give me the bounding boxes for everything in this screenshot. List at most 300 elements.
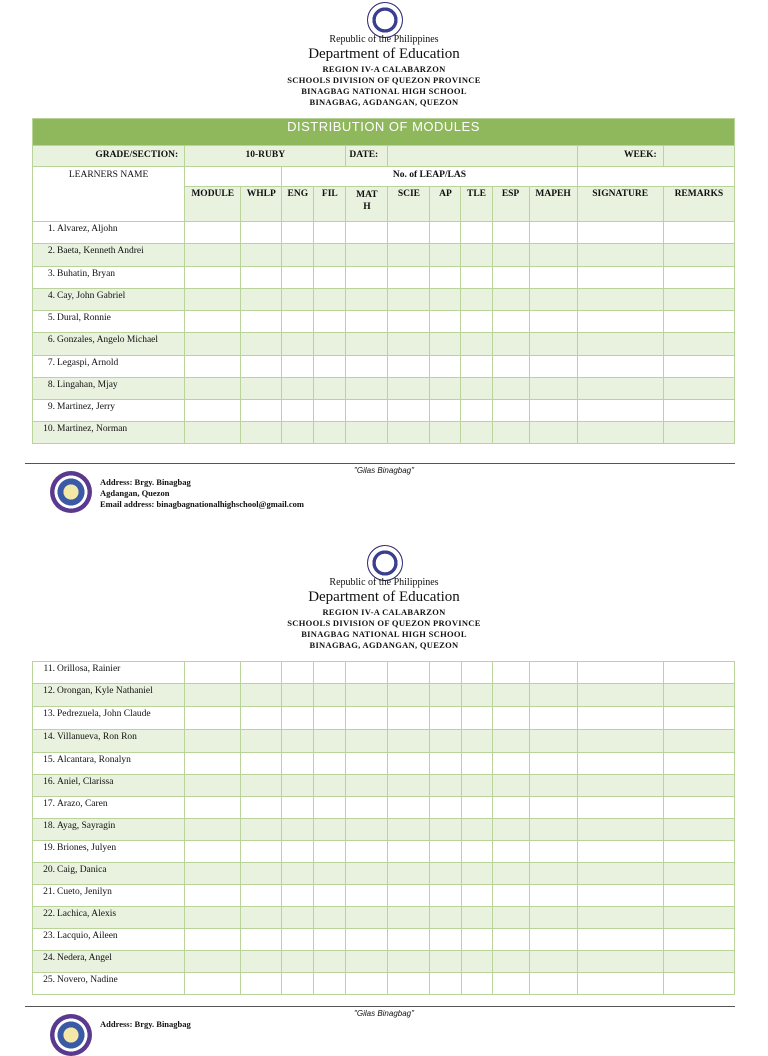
entry-cell[interactable] [430, 267, 461, 289]
entry-cell[interactable] [314, 907, 346, 929]
entry-cell[interactable] [282, 707, 314, 730]
entry-cell[interactable] [492, 907, 529, 929]
entry-cell[interactable] [430, 400, 461, 422]
entry-cell[interactable] [282, 863, 314, 885]
entry-cell[interactable] [529, 907, 577, 929]
entry-cell[interactable] [282, 356, 314, 378]
entry-cell[interactable] [461, 841, 492, 863]
entry-cell[interactable] [314, 422, 346, 444]
entry-cell[interactable] [282, 973, 314, 995]
entry-cell[interactable] [241, 885, 282, 907]
entry-cell[interactable] [461, 885, 492, 907]
entry-cell[interactable] [663, 951, 734, 973]
entry-cell[interactable] [461, 929, 492, 951]
entry-cell[interactable] [577, 289, 663, 311]
entry-cell[interactable] [529, 730, 577, 753]
entry-cell[interactable] [492, 730, 529, 753]
entry-cell[interactable] [346, 311, 388, 333]
entry-cell[interactable] [346, 333, 388, 356]
entry-cell[interactable] [430, 797, 461, 819]
entry-cell[interactable] [241, 422, 282, 444]
entry-cell[interactable] [663, 973, 734, 995]
entry-cell[interactable] [577, 730, 663, 753]
entry-cell[interactable] [529, 244, 577, 267]
entry-cell[interactable] [430, 662, 461, 684]
entry-cell[interactable] [492, 378, 529, 400]
entry-cell[interactable] [529, 684, 577, 707]
entry-cell[interactable] [492, 356, 529, 378]
entry-cell[interactable] [241, 400, 282, 422]
entry-cell[interactable] [314, 289, 346, 311]
entry-cell[interactable] [529, 222, 577, 244]
entry-cell[interactable] [388, 863, 430, 885]
entry-cell[interactable] [314, 730, 346, 753]
entry-cell[interactable] [492, 929, 529, 951]
entry-cell[interactable] [461, 222, 492, 244]
entry-cell[interactable] [185, 819, 241, 841]
entry-cell[interactable] [241, 929, 282, 951]
entry-cell[interactable] [577, 951, 663, 973]
entry-cell[interactable] [492, 707, 529, 730]
entry-cell[interactable] [314, 333, 346, 356]
entry-cell[interactable] [185, 775, 241, 797]
entry-cell[interactable] [241, 684, 282, 707]
entry-cell[interactable] [663, 422, 734, 444]
entry-cell[interactable] [185, 356, 241, 378]
entry-cell[interactable] [492, 973, 529, 995]
entry-cell[interactable] [346, 753, 388, 775]
entry-cell[interactable] [388, 907, 430, 929]
entry-cell[interactable] [185, 707, 241, 730]
entry-cell[interactable] [314, 797, 346, 819]
entry-cell[interactable] [529, 267, 577, 289]
entry-cell[interactable] [282, 841, 314, 863]
entry-cell[interactable] [461, 775, 492, 797]
entry-cell[interactable] [314, 662, 346, 684]
entry-cell[interactable] [663, 378, 734, 400]
entry-cell[interactable] [529, 929, 577, 951]
entry-cell[interactable] [529, 863, 577, 885]
entry-cell[interactable] [185, 863, 241, 885]
entry-cell[interactable] [529, 422, 577, 444]
entry-cell[interactable] [461, 907, 492, 929]
entry-cell[interactable] [314, 863, 346, 885]
entry-cell[interactable] [346, 662, 388, 684]
entry-cell[interactable] [346, 244, 388, 267]
entry-cell[interactable] [529, 753, 577, 775]
entry-cell[interactable] [185, 730, 241, 753]
entry-cell[interactable] [461, 951, 492, 973]
entry-cell[interactable] [241, 775, 282, 797]
entry-cell[interactable] [529, 885, 577, 907]
entry-cell[interactable] [663, 797, 734, 819]
entry-cell[interactable] [185, 951, 241, 973]
entry-cell[interactable] [577, 356, 663, 378]
entry-cell[interactable] [388, 400, 430, 422]
entry-cell[interactable] [185, 929, 241, 951]
entry-cell[interactable] [185, 333, 241, 356]
entry-cell[interactable] [663, 267, 734, 289]
entry-cell[interactable] [492, 422, 529, 444]
entry-cell[interactable] [241, 267, 282, 289]
entry-cell[interactable] [430, 311, 461, 333]
entry-cell[interactable] [492, 841, 529, 863]
entry-cell[interactable] [461, 311, 492, 333]
entry-cell[interactable] [185, 662, 241, 684]
entry-cell[interactable] [430, 684, 461, 707]
entry-cell[interactable] [282, 684, 314, 707]
entry-cell[interactable] [663, 222, 734, 244]
entry-cell[interactable] [663, 929, 734, 951]
entry-cell[interactable] [492, 753, 529, 775]
entry-cell[interactable] [663, 289, 734, 311]
entry-cell[interactable] [461, 378, 492, 400]
entry-cell[interactable] [663, 356, 734, 378]
entry-cell[interactable] [577, 885, 663, 907]
entry-cell[interactable] [577, 422, 663, 444]
entry-cell[interactable] [461, 267, 492, 289]
entry-cell[interactable] [388, 684, 430, 707]
entry-cell[interactable] [346, 775, 388, 797]
entry-cell[interactable] [430, 730, 461, 753]
entry-cell[interactable] [314, 356, 346, 378]
entry-cell[interactable] [492, 863, 529, 885]
entry-cell[interactable] [314, 400, 346, 422]
entry-cell[interactable] [529, 333, 577, 356]
entry-cell[interactable] [282, 907, 314, 929]
entry-cell[interactable] [241, 289, 282, 311]
entry-cell[interactable] [577, 267, 663, 289]
entry-cell[interactable] [282, 662, 314, 684]
entry-cell[interactable] [577, 311, 663, 333]
entry-cell[interactable] [185, 753, 241, 775]
entry-cell[interactable] [529, 707, 577, 730]
entry-cell[interactable] [185, 885, 241, 907]
entry-cell[interactable] [241, 863, 282, 885]
entry-cell[interactable] [577, 863, 663, 885]
entry-cell[interactable] [461, 819, 492, 841]
entry-cell[interactable] [185, 684, 241, 707]
entry-cell[interactable] [388, 753, 430, 775]
entry-cell[interactable] [577, 378, 663, 400]
entry-cell[interactable] [314, 951, 346, 973]
entry-cell[interactable] [529, 841, 577, 863]
entry-cell[interactable] [663, 684, 734, 707]
entry-cell[interactable] [282, 289, 314, 311]
entry-cell[interactable] [388, 289, 430, 311]
entry-cell[interactable] [241, 841, 282, 863]
entry-cell[interactable] [461, 244, 492, 267]
entry-cell[interactable] [185, 267, 241, 289]
entry-cell[interactable] [461, 333, 492, 356]
entry-cell[interactable] [346, 730, 388, 753]
entry-cell[interactable] [314, 311, 346, 333]
entry-cell[interactable] [529, 775, 577, 797]
entry-cell[interactable] [185, 289, 241, 311]
entry-cell[interactable] [461, 662, 492, 684]
entry-cell[interactable] [388, 775, 430, 797]
entry-cell[interactable] [346, 422, 388, 444]
entry-cell[interactable] [388, 797, 430, 819]
entry-cell[interactable] [430, 707, 461, 730]
entry-cell[interactable] [282, 753, 314, 775]
entry-cell[interactable] [314, 684, 346, 707]
entry-cell[interactable] [663, 730, 734, 753]
entry-cell[interactable] [388, 929, 430, 951]
entry-cell[interactable] [185, 311, 241, 333]
entry-cell[interactable] [529, 797, 577, 819]
entry-cell[interactable] [663, 885, 734, 907]
entry-cell[interactable] [185, 222, 241, 244]
entry-cell[interactable] [346, 863, 388, 885]
entry-cell[interactable] [185, 378, 241, 400]
entry-cell[interactable] [430, 907, 461, 929]
entry-cell[interactable] [663, 819, 734, 841]
entry-cell[interactable] [663, 662, 734, 684]
entry-cell[interactable] [346, 797, 388, 819]
entry-cell[interactable] [282, 267, 314, 289]
entry-cell[interactable] [346, 289, 388, 311]
entry-cell[interactable] [663, 907, 734, 929]
entry-cell[interactable] [388, 885, 430, 907]
entry-cell[interactable] [461, 289, 492, 311]
entry-cell[interactable] [492, 684, 529, 707]
entry-cell[interactable] [241, 951, 282, 973]
entry-cell[interactable] [282, 797, 314, 819]
entry-cell[interactable] [314, 841, 346, 863]
entry-cell[interactable] [430, 885, 461, 907]
entry-cell[interactable] [388, 662, 430, 684]
entry-cell[interactable] [314, 885, 346, 907]
entry-cell[interactable] [663, 863, 734, 885]
entry-cell[interactable] [461, 400, 492, 422]
entry-cell[interactable] [346, 907, 388, 929]
entry-cell[interactable] [241, 907, 282, 929]
entry-cell[interactable] [577, 775, 663, 797]
entry-cell[interactable] [577, 662, 663, 684]
entry-cell[interactable] [282, 400, 314, 422]
entry-cell[interactable] [388, 422, 430, 444]
entry-cell[interactable] [492, 775, 529, 797]
entry-cell[interactable] [241, 707, 282, 730]
entry-cell[interactable] [282, 378, 314, 400]
entry-cell[interactable] [314, 378, 346, 400]
entry-cell[interactable] [346, 951, 388, 973]
entry-cell[interactable] [241, 311, 282, 333]
entry-cell[interactable] [430, 222, 461, 244]
entry-cell[interactable] [492, 333, 529, 356]
entry-cell[interactable] [577, 973, 663, 995]
entry-cell[interactable] [461, 422, 492, 444]
entry-cell[interactable] [430, 356, 461, 378]
entry-cell[interactable] [346, 267, 388, 289]
entry-cell[interactable] [282, 333, 314, 356]
entry-cell[interactable] [430, 841, 461, 863]
entry-cell[interactable] [185, 244, 241, 267]
entry-cell[interactable] [185, 400, 241, 422]
entry-cell[interactable] [314, 753, 346, 775]
entry-cell[interactable] [314, 267, 346, 289]
entry-cell[interactable] [461, 797, 492, 819]
entry-cell[interactable] [346, 841, 388, 863]
entry-cell[interactable] [282, 885, 314, 907]
entry-cell[interactable] [430, 775, 461, 797]
entry-cell[interactable] [314, 973, 346, 995]
entry-cell[interactable] [577, 841, 663, 863]
entry-cell[interactable] [663, 311, 734, 333]
entry-cell[interactable] [529, 311, 577, 333]
entry-cell[interactable] [388, 244, 430, 267]
entry-cell[interactable] [388, 378, 430, 400]
entry-cell[interactable] [241, 662, 282, 684]
entry-cell[interactable] [346, 929, 388, 951]
entry-cell[interactable] [492, 885, 529, 907]
entry-cell[interactable] [461, 753, 492, 775]
entry-cell[interactable] [388, 311, 430, 333]
entry-cell[interactable] [185, 422, 241, 444]
entry-cell[interactable] [529, 356, 577, 378]
entry-cell[interactable] [529, 378, 577, 400]
entry-cell[interactable] [388, 707, 430, 730]
entry-cell[interactable] [346, 400, 388, 422]
entry-cell[interactable] [346, 973, 388, 995]
entry-cell[interactable] [663, 753, 734, 775]
entry-cell[interactable] [388, 973, 430, 995]
entry-cell[interactable] [577, 907, 663, 929]
entry-cell[interactable] [492, 951, 529, 973]
entry-cell[interactable] [346, 684, 388, 707]
entry-cell[interactable] [185, 973, 241, 995]
entry-cell[interactable] [346, 819, 388, 841]
entry-cell[interactable] [663, 775, 734, 797]
entry-cell[interactable] [577, 753, 663, 775]
date-value[interactable] [388, 146, 577, 167]
entry-cell[interactable] [346, 378, 388, 400]
entry-cell[interactable] [388, 356, 430, 378]
entry-cell[interactable] [388, 333, 430, 356]
entry-cell[interactable] [663, 707, 734, 730]
entry-cell[interactable] [282, 222, 314, 244]
entry-cell[interactable] [314, 929, 346, 951]
week-value[interactable] [663, 146, 734, 167]
entry-cell[interactable] [461, 684, 492, 707]
entry-cell[interactable] [282, 775, 314, 797]
entry-cell[interactable] [388, 267, 430, 289]
entry-cell[interactable] [346, 707, 388, 730]
entry-cell[interactable] [663, 841, 734, 863]
entry-cell[interactable] [430, 378, 461, 400]
entry-cell[interactable] [430, 289, 461, 311]
grade-section-value[interactable]: 10-RUBY [185, 146, 346, 167]
entry-cell[interactable] [492, 797, 529, 819]
entry-cell[interactable] [529, 289, 577, 311]
entry-cell[interactable] [388, 730, 430, 753]
entry-cell[interactable] [282, 244, 314, 267]
entry-cell[interactable] [314, 775, 346, 797]
entry-cell[interactable] [492, 222, 529, 244]
entry-cell[interactable] [577, 333, 663, 356]
entry-cell[interactable] [461, 356, 492, 378]
entry-cell[interactable] [663, 400, 734, 422]
entry-cell[interactable] [241, 730, 282, 753]
entry-cell[interactable] [388, 951, 430, 973]
entry-cell[interactable] [577, 684, 663, 707]
entry-cell[interactable] [241, 333, 282, 356]
entry-cell[interactable] [577, 222, 663, 244]
entry-cell[interactable] [577, 400, 663, 422]
entry-cell[interactable] [282, 951, 314, 973]
entry-cell[interactable] [241, 753, 282, 775]
entry-cell[interactable] [430, 753, 461, 775]
entry-cell[interactable] [282, 730, 314, 753]
entry-cell[interactable] [185, 907, 241, 929]
entry-cell[interactable] [430, 951, 461, 973]
entry-cell[interactable] [461, 707, 492, 730]
entry-cell[interactable] [492, 311, 529, 333]
entry-cell[interactable] [529, 662, 577, 684]
entry-cell[interactable] [241, 973, 282, 995]
entry-cell[interactable] [430, 819, 461, 841]
entry-cell[interactable] [492, 267, 529, 289]
entry-cell[interactable] [282, 422, 314, 444]
entry-cell[interactable] [461, 863, 492, 885]
entry-cell[interactable] [430, 422, 461, 444]
entry-cell[interactable] [430, 244, 461, 267]
entry-cell[interactable] [577, 707, 663, 730]
entry-cell[interactable] [314, 707, 346, 730]
entry-cell[interactable] [388, 841, 430, 863]
entry-cell[interactable] [430, 333, 461, 356]
entry-cell[interactable] [492, 244, 529, 267]
entry-cell[interactable] [241, 244, 282, 267]
entry-cell[interactable] [241, 356, 282, 378]
entry-cell[interactable] [346, 222, 388, 244]
entry-cell[interactable] [529, 973, 577, 995]
entry-cell[interactable] [430, 863, 461, 885]
entry-cell[interactable] [314, 244, 346, 267]
entry-cell[interactable] [430, 973, 461, 995]
entry-cell[interactable] [314, 819, 346, 841]
entry-cell[interactable] [388, 222, 430, 244]
entry-cell[interactable] [282, 311, 314, 333]
entry-cell[interactable] [241, 378, 282, 400]
entry-cell[interactable] [577, 244, 663, 267]
entry-cell[interactable] [346, 356, 388, 378]
entry-cell[interactable] [282, 819, 314, 841]
entry-cell[interactable] [663, 333, 734, 356]
entry-cell[interactable] [185, 797, 241, 819]
entry-cell[interactable] [577, 929, 663, 951]
entry-cell[interactable] [282, 929, 314, 951]
entry-cell[interactable] [492, 400, 529, 422]
entry-cell[interactable] [388, 819, 430, 841]
entry-cell[interactable] [577, 797, 663, 819]
entry-cell[interactable] [529, 951, 577, 973]
entry-cell[interactable] [663, 244, 734, 267]
entry-cell[interactable] [461, 730, 492, 753]
entry-cell[interactable] [492, 289, 529, 311]
entry-cell[interactable] [346, 885, 388, 907]
entry-cell[interactable] [430, 929, 461, 951]
entry-cell[interactable] [241, 222, 282, 244]
entry-cell[interactable] [529, 400, 577, 422]
entry-cell[interactable] [185, 841, 241, 863]
entry-cell[interactable] [529, 819, 577, 841]
entry-cell[interactable] [314, 222, 346, 244]
entry-cell[interactable] [241, 797, 282, 819]
entry-cell[interactable] [492, 819, 529, 841]
entry-cell[interactable] [577, 819, 663, 841]
